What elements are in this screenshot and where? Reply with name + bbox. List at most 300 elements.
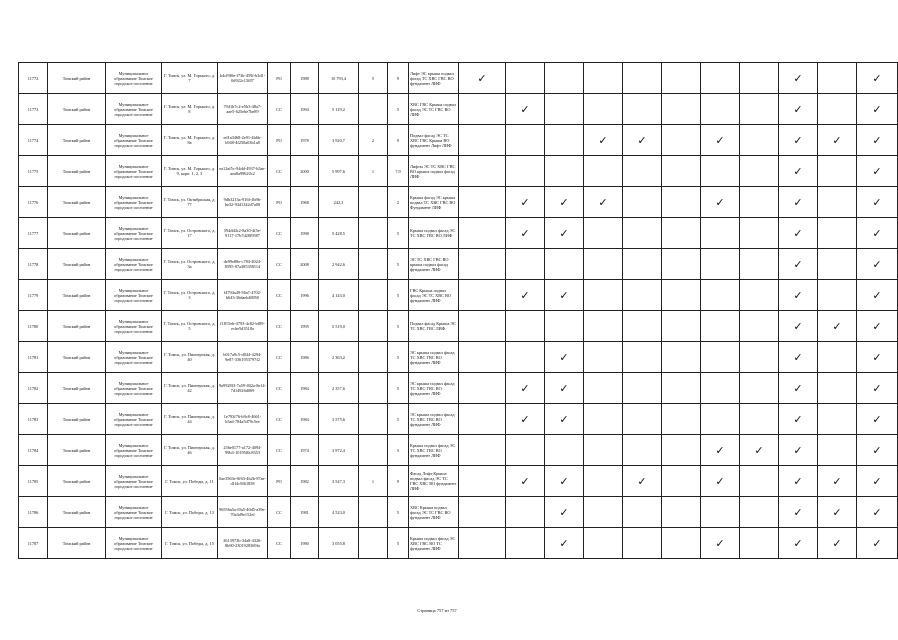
table-cell: Крыша подвал фасад ЭС ТС ХВС ГВС ВО фундамент ЛИФ bbox=[409, 435, 459, 466]
table-cell: 9a9928f3-7a59-402a-8e14-7d14926d069 bbox=[218, 373, 268, 404]
empty-cell bbox=[818, 435, 857, 466]
empty-cell bbox=[459, 156, 506, 187]
check-mark-icon: ✓ bbox=[701, 125, 740, 156]
check-mark-icon: ✓ bbox=[779, 528, 818, 559]
table-cell: Томский район bbox=[48, 187, 106, 218]
table-cell: 1988 bbox=[291, 63, 319, 94]
empty-cell bbox=[662, 187, 701, 218]
table-cell: 11783 bbox=[19, 404, 48, 435]
empty-cell bbox=[740, 280, 779, 311]
table-cell: 2 bbox=[359, 125, 388, 156]
check-mark-icon: ✓ bbox=[857, 63, 898, 94]
housing-register-table bbox=[18, 62, 898, 559]
table-cell: Муниципальное образование Томское городское поселение bbox=[106, 187, 162, 218]
empty-cell bbox=[623, 156, 662, 187]
check-mark-icon: ✓ bbox=[779, 125, 818, 156]
check-mark-icon: ✓ bbox=[506, 94, 545, 125]
table-cell: 11782 bbox=[19, 373, 48, 404]
check-mark-icon: ✓ bbox=[857, 342, 898, 373]
table-cell: 5 bbox=[388, 249, 409, 280]
check-mark-icon: ✓ bbox=[779, 94, 818, 125]
table-cell: 7,9 bbox=[388, 156, 409, 187]
table-cell: 5 bbox=[388, 280, 409, 311]
table-row bbox=[19, 404, 898, 435]
table-cell: 7941b7c2-e5b3-48a7-aae5-625ebe7be89 bbox=[218, 94, 268, 125]
table-row bbox=[19, 528, 898, 559]
table-cell: Г. Томск, ул. Победы, д. 15 bbox=[162, 528, 218, 559]
empty-cell bbox=[662, 497, 701, 528]
empty-cell bbox=[584, 311, 623, 342]
table-cell bbox=[359, 342, 388, 373]
table-cell: 9 bbox=[388, 63, 409, 94]
empty-cell bbox=[506, 497, 545, 528]
table-cell: Томский район bbox=[48, 466, 106, 497]
table-cell: Томский район bbox=[48, 63, 106, 94]
table-cell: СС bbox=[268, 280, 291, 311]
check-mark-icon: ✓ bbox=[857, 404, 898, 435]
empty-cell bbox=[584, 528, 623, 559]
table-cell: СС bbox=[268, 94, 291, 125]
empty-cell bbox=[662, 373, 701, 404]
table-cell: 5 997,6 bbox=[319, 156, 359, 187]
check-mark-icon: ✓ bbox=[545, 218, 584, 249]
check-mark-icon: ✓ bbox=[779, 373, 818, 404]
table-cell: Крыша подвал фасад ЭС ТС ХВС ГВС ВО ЛИФ bbox=[409, 218, 459, 249]
table-cell: 256e0177-a172-4094-99b3-10195f0c8353 bbox=[218, 435, 268, 466]
table-cell: 5 bbox=[388, 218, 409, 249]
empty-cell bbox=[818, 63, 857, 94]
table-cell: 3 575,6 bbox=[319, 404, 359, 435]
table-cell: Лифты ЭС ТС ХВС ГВС ВО крыша подвал фасад ЛИФ bbox=[409, 156, 459, 187]
empty-cell bbox=[701, 373, 740, 404]
table-cell: Муниципальное образование Томское городское поселение bbox=[106, 342, 162, 373]
table-cell: 5 bbox=[388, 435, 409, 466]
table-cell: СС bbox=[268, 373, 291, 404]
empty-cell bbox=[662, 94, 701, 125]
empty-cell bbox=[662, 63, 701, 94]
table-cell: 1980 bbox=[291, 528, 319, 559]
table-cell: 1984 bbox=[291, 404, 319, 435]
table-cell: РО bbox=[268, 125, 291, 156]
check-mark-icon: ✓ bbox=[818, 497, 857, 528]
table-cell: 1968 bbox=[291, 187, 319, 218]
page-footer: Страница 757 из 757 bbox=[417, 608, 457, 613]
empty-cell bbox=[545, 311, 584, 342]
empty-cell bbox=[506, 311, 545, 342]
table-cell: Муниципальное образование Томское городское поселение bbox=[106, 466, 162, 497]
empty-cell bbox=[584, 404, 623, 435]
empty-cell bbox=[459, 404, 506, 435]
empty-cell bbox=[506, 342, 545, 373]
table-cell: 9 bbox=[388, 125, 409, 156]
table-cell: СС bbox=[268, 218, 291, 249]
table-body bbox=[19, 63, 898, 559]
empty-cell bbox=[740, 63, 779, 94]
check-mark-icon: ✓ bbox=[701, 466, 740, 497]
empty-cell bbox=[623, 94, 662, 125]
empty-cell bbox=[459, 218, 506, 249]
table-cell: Фасад Лифт Крыша подвал фасад ЭС ТС ГВС ХВС ВО фундамент ЛИФ bbox=[409, 466, 459, 497]
check-mark-icon: ✓ bbox=[818, 528, 857, 559]
empty-cell bbox=[701, 497, 740, 528]
empty-cell bbox=[818, 249, 857, 280]
table-cell: 1974 bbox=[291, 435, 319, 466]
empty-cell bbox=[623, 249, 662, 280]
empty-cell bbox=[623, 373, 662, 404]
empty-cell bbox=[818, 187, 857, 218]
check-mark-icon: ✓ bbox=[459, 63, 506, 94]
empty-cell bbox=[662, 466, 701, 497]
table-cell: 11786 bbox=[19, 497, 48, 528]
table-cell: СС bbox=[268, 497, 291, 528]
table-row bbox=[19, 435, 898, 466]
table-cell: 96556a5a-f0a5-40d5-a39e-70a3d9e152ef bbox=[218, 497, 268, 528]
empty-cell bbox=[459, 342, 506, 373]
empty-cell bbox=[740, 342, 779, 373]
table-cell: 1998 bbox=[291, 218, 319, 249]
empty-cell bbox=[740, 218, 779, 249]
table-cell: Крыша подвал фасад ЭС ХВС ГВС ВО ТС фундамент ЛИФ bbox=[409, 528, 459, 559]
table-cell: 1 bbox=[359, 466, 388, 497]
check-mark-icon: ✓ bbox=[506, 466, 545, 497]
empty-cell bbox=[740, 94, 779, 125]
empty-cell bbox=[623, 528, 662, 559]
check-mark-icon: ✓ bbox=[779, 342, 818, 373]
table-cell: Томский район bbox=[48, 404, 106, 435]
check-mark-icon: ✓ bbox=[857, 280, 898, 311]
table-cell: Томский район bbox=[48, 435, 106, 466]
table-cell: СС bbox=[268, 342, 291, 373]
empty-cell bbox=[584, 373, 623, 404]
empty-cell bbox=[623, 280, 662, 311]
table-cell: ЭС ТС ХВС ГВС ВО крыша подвал фасад фундамент ЛИФ bbox=[409, 249, 459, 280]
check-mark-icon: ✓ bbox=[857, 156, 898, 187]
empty-cell bbox=[740, 404, 779, 435]
empty-cell bbox=[818, 156, 857, 187]
table-cell: 11784 bbox=[19, 435, 48, 466]
table-cell: 11778 bbox=[19, 249, 48, 280]
check-mark-icon: ✓ bbox=[857, 125, 898, 156]
check-mark-icon: ✓ bbox=[506, 187, 545, 218]
table-cell: Подвал фасад Крыша ЭС ТС ХВС ГВС ЛИФ bbox=[409, 311, 459, 342]
check-mark-icon: ✓ bbox=[740, 435, 779, 466]
check-mark-icon: ✓ bbox=[545, 373, 584, 404]
table-row bbox=[19, 63, 898, 94]
empty-cell bbox=[584, 280, 623, 311]
table-cell bbox=[359, 280, 388, 311]
empty-cell bbox=[506, 435, 545, 466]
table-cell: ХВС ГВС Крыша подвал фасад ЭС ТС ГВС ВО ЛИФ bbox=[409, 94, 459, 125]
table-cell: Муниципальное образование Томское городское поселение bbox=[106, 404, 162, 435]
table-cell: РО bbox=[268, 63, 291, 94]
register-sheet bbox=[18, 62, 882, 563]
table-cell: РО bbox=[268, 466, 291, 497]
empty-cell bbox=[662, 404, 701, 435]
table-cell: 9db3213a-916f-4b9b-be32-9441342d7a08 bbox=[218, 187, 268, 218]
empty-cell bbox=[701, 311, 740, 342]
empty-cell bbox=[459, 187, 506, 218]
table-cell: Г. Томск, ул. Островского, д. 3а bbox=[162, 249, 218, 280]
check-mark-icon: ✓ bbox=[779, 497, 818, 528]
table-cell: 11785 bbox=[19, 466, 48, 497]
table-cell: 0ae3563e-0f63-4b2b-87ae-d1f4c9f61858 bbox=[218, 466, 268, 497]
check-mark-icon: ✓ bbox=[545, 342, 584, 373]
empty-cell bbox=[545, 249, 584, 280]
empty-cell bbox=[701, 342, 740, 373]
table-row bbox=[19, 187, 898, 218]
table-row bbox=[19, 497, 898, 528]
table-cell: 5 bbox=[388, 528, 409, 559]
table-cell: f4794a49-56a7-4702-b643-36daeb48050 bbox=[218, 280, 268, 311]
check-mark-icon: ✓ bbox=[623, 125, 662, 156]
check-mark-icon: ✓ bbox=[779, 311, 818, 342]
empty-cell bbox=[818, 94, 857, 125]
table-cell: 594dd4c2-8a30-4f5e-9117-17b7d28f9587 bbox=[218, 218, 268, 249]
empty-cell bbox=[506, 63, 545, 94]
table-cell: 2000 bbox=[291, 156, 319, 187]
empty-cell bbox=[584, 94, 623, 125]
empty-cell bbox=[584, 497, 623, 528]
check-mark-icon: ✓ bbox=[584, 125, 623, 156]
table-cell bbox=[359, 94, 388, 125]
empty-cell bbox=[584, 156, 623, 187]
table-cell: Г. Томск, ул. М. Горького, д. 8 bbox=[162, 94, 218, 125]
table-cell: 5 bbox=[388, 404, 409, 435]
table-cell: Томский район bbox=[48, 311, 106, 342]
table-cell bbox=[359, 311, 388, 342]
empty-cell bbox=[740, 466, 779, 497]
table-cell: СС bbox=[268, 528, 291, 559]
check-mark-icon: ✓ bbox=[857, 435, 898, 466]
table-cell: Г. Томск, ул. М. Горького, д. 9, корп. 1, 2, 3 bbox=[162, 156, 218, 187]
table-cell: 11775 bbox=[19, 156, 48, 187]
empty-cell bbox=[459, 311, 506, 342]
table-cell: Г. Томск, ул. М. Горького, д. 7 bbox=[162, 63, 218, 94]
table-cell: 5 bbox=[388, 497, 409, 528]
check-mark-icon: ✓ bbox=[779, 156, 818, 187]
table-cell: 1996 bbox=[291, 280, 319, 311]
table-cell: 11773 bbox=[19, 94, 48, 125]
table-cell: 1995 bbox=[291, 311, 319, 342]
table-cell: Г. Томск, ул. Октябрьская, д. 77 bbox=[162, 187, 218, 218]
empty-cell bbox=[740, 249, 779, 280]
check-mark-icon: ✓ bbox=[857, 218, 898, 249]
table-cell: Муниципальное образование Томское городское поселение bbox=[106, 280, 162, 311]
check-mark-icon: ✓ bbox=[506, 373, 545, 404]
table-cell: СС bbox=[268, 404, 291, 435]
check-mark-icon: ✓ bbox=[779, 249, 818, 280]
table-cell: 1 bbox=[359, 156, 388, 187]
table-cell: Томский район bbox=[48, 94, 106, 125]
empty-cell bbox=[584, 466, 623, 497]
check-mark-icon: ✓ bbox=[857, 528, 898, 559]
check-mark-icon: ✓ bbox=[857, 311, 898, 342]
table-cell bbox=[359, 373, 388, 404]
check-mark-icon: ✓ bbox=[818, 125, 857, 156]
table-cell: Г. Томск, ул. Пионерская, д. 44 bbox=[162, 404, 218, 435]
empty-cell bbox=[701, 63, 740, 94]
table-cell: 1984 bbox=[291, 373, 319, 404]
table-cell: Подвал фасад ЭС ТС ХВС ГВС Крыша ВО фундамент Лифт ЛИФ bbox=[409, 125, 459, 156]
table-cell: Томский район bbox=[48, 373, 106, 404]
check-mark-icon: ✓ bbox=[506, 218, 545, 249]
table-cell: Муниципальное образование Томское городское поселение bbox=[106, 311, 162, 342]
empty-cell bbox=[584, 218, 623, 249]
table-cell bbox=[359, 249, 388, 280]
table-cell: СС bbox=[268, 435, 291, 466]
table-cell: 1981 bbox=[291, 497, 319, 528]
check-mark-icon: ✓ bbox=[857, 466, 898, 497]
empty-cell bbox=[545, 94, 584, 125]
table-cell: Томский район bbox=[48, 280, 106, 311]
check-mark-icon: ✓ bbox=[818, 466, 857, 497]
table-row bbox=[19, 249, 898, 280]
table-cell: СС bbox=[268, 249, 291, 280]
table-cell: РО bbox=[268, 187, 291, 218]
empty-cell bbox=[506, 249, 545, 280]
check-mark-icon: ✓ bbox=[779, 218, 818, 249]
empty-cell bbox=[584, 435, 623, 466]
table-cell: Г. Томск, ул. М. Горького, д. 8а bbox=[162, 125, 218, 156]
table-row bbox=[19, 342, 898, 373]
table-cell bbox=[359, 187, 388, 218]
table-cell: Томский район bbox=[48, 125, 106, 156]
table-row bbox=[19, 218, 898, 249]
check-mark-icon: ✓ bbox=[584, 187, 623, 218]
empty-cell bbox=[623, 63, 662, 94]
empty-cell bbox=[623, 218, 662, 249]
check-mark-icon: ✓ bbox=[857, 373, 898, 404]
check-mark-icon: ✓ bbox=[779, 280, 818, 311]
table-cell: Г. Томск, ул. Островского, д. 3 bbox=[162, 280, 218, 311]
table-cell: 2008 bbox=[291, 249, 319, 280]
table-cell: 3 920,7 bbox=[319, 125, 359, 156]
check-mark-icon: ✓ bbox=[545, 404, 584, 435]
table-cell: Томский район bbox=[48, 156, 106, 187]
table-cell: de99e88e-c784-4024-8595-07a385358114 bbox=[218, 249, 268, 280]
check-mark-icon: ✓ bbox=[857, 497, 898, 528]
table-cell: Лифт ЭС крыша подвал фасад ТС ХВС ГВС ВО фундамент ЛИФ bbox=[409, 63, 459, 94]
table-cell: 11787 bbox=[19, 528, 48, 559]
empty-cell bbox=[662, 125, 701, 156]
table-cell: 5 bbox=[388, 342, 409, 373]
table-row bbox=[19, 156, 898, 187]
empty-cell bbox=[701, 94, 740, 125]
table-cell: 5 bbox=[388, 373, 409, 404]
empty-cell bbox=[459, 125, 506, 156]
empty-cell bbox=[623, 497, 662, 528]
check-mark-icon: ✓ bbox=[545, 466, 584, 497]
table-cell: ЭС крыша подвал фасад ТС ХВС ГВС ВО фундамент ЛИФ bbox=[409, 342, 459, 373]
table-cell: 5 119,2 bbox=[319, 94, 359, 125]
check-mark-icon: ✓ bbox=[545, 187, 584, 218]
empty-cell bbox=[662, 156, 701, 187]
empty-cell bbox=[623, 435, 662, 466]
table-cell: Томский район bbox=[48, 528, 106, 559]
check-mark-icon: ✓ bbox=[701, 528, 740, 559]
table-cell: СС bbox=[268, 311, 291, 342]
table-cell: 242,3 bbox=[319, 187, 359, 218]
table-cell: Г. Томск, ул. Победы, д. 11 bbox=[162, 466, 218, 497]
table-cell: b017a9c5-d044-4294-9e87-3361953797f2 bbox=[218, 342, 268, 373]
empty-cell bbox=[584, 342, 623, 373]
table-cell: Муниципальное образование Томское городское поселение bbox=[106, 156, 162, 187]
table-cell bbox=[359, 218, 388, 249]
empty-cell bbox=[740, 125, 779, 156]
empty-cell bbox=[506, 156, 545, 187]
empty-cell bbox=[623, 342, 662, 373]
table-cell: Г. Томск, ул. Пионерская, д. 46 bbox=[162, 435, 218, 466]
table-cell: Г. Томск, ул. Пионерская, д. 40 bbox=[162, 342, 218, 373]
table-cell: 1982 bbox=[291, 466, 319, 497]
table-cell: 1986 bbox=[291, 342, 319, 373]
table-row bbox=[19, 125, 898, 156]
table-cell: 2 942,6 bbox=[319, 249, 359, 280]
table-cell: Муниципальное образование Томское городское поселение bbox=[106, 373, 162, 404]
table-cell: 11780 bbox=[19, 311, 48, 342]
empty-cell bbox=[623, 311, 662, 342]
check-mark-icon: ✓ bbox=[779, 435, 818, 466]
table-cell: 2 357,6 bbox=[319, 373, 359, 404]
table-cell: Муниципальное образование Томское городское поселение bbox=[106, 249, 162, 280]
empty-cell bbox=[459, 435, 506, 466]
table-cell: 5 428,5 bbox=[319, 218, 359, 249]
check-mark-icon: ✓ bbox=[545, 280, 584, 311]
check-mark-icon: ✓ bbox=[623, 466, 662, 497]
table-cell: Томский район bbox=[48, 249, 106, 280]
table-cell: Г. Томск, ул. Островского, д. 17 bbox=[162, 218, 218, 249]
empty-cell bbox=[701, 280, 740, 311]
table-cell: f1815eb-4793-4c82-bf89-ecbe5d3518a bbox=[218, 311, 268, 342]
table-cell: Муниципальное образование Томское городское поселение bbox=[106, 435, 162, 466]
table-cell: 11781 bbox=[19, 342, 48, 373]
check-mark-icon: ✓ bbox=[701, 435, 740, 466]
table-cell: Томский район bbox=[48, 497, 106, 528]
table-cell: 11772 bbox=[19, 63, 48, 94]
table-cell: 1978 bbox=[291, 125, 319, 156]
table-cell: 5 519,0 bbox=[319, 311, 359, 342]
table-cell: ГВС Крыша подвал фасад ЭС ТС ХВС ВО фундамент ЛИФ bbox=[409, 280, 459, 311]
empty-cell bbox=[545, 435, 584, 466]
table-cell: СС bbox=[268, 156, 291, 187]
empty-cell bbox=[818, 218, 857, 249]
table-cell: 11777 bbox=[19, 218, 48, 249]
check-mark-icon: ✓ bbox=[857, 249, 898, 280]
empty-cell bbox=[740, 528, 779, 559]
table-cell bbox=[359, 435, 388, 466]
check-mark-icon: ✓ bbox=[779, 63, 818, 94]
table-cell: 5 bbox=[359, 63, 388, 94]
table-cell bbox=[359, 404, 388, 435]
empty-cell bbox=[662, 249, 701, 280]
empty-cell bbox=[740, 311, 779, 342]
empty-cell bbox=[701, 156, 740, 187]
check-mark-icon: ✓ bbox=[779, 466, 818, 497]
empty-cell bbox=[818, 342, 857, 373]
table-cell: 10 793,4 bbox=[319, 63, 359, 94]
empty-cell bbox=[818, 373, 857, 404]
table-cell: 3 547,3 bbox=[319, 466, 359, 497]
empty-cell bbox=[662, 528, 701, 559]
table-row bbox=[19, 94, 898, 125]
table-cell: Томский район bbox=[48, 342, 106, 373]
table-cell: 1e793f76-b9c8-4661-b5ad-784a5d79c5ee bbox=[218, 404, 268, 435]
empty-cell bbox=[459, 466, 506, 497]
table-cell: ea12af5c-94dd-4937-b5ae-aea8a99620c2 bbox=[218, 156, 268, 187]
empty-cell bbox=[662, 342, 701, 373]
check-mark-icon: ✓ bbox=[779, 187, 818, 218]
empty-cell bbox=[662, 311, 701, 342]
